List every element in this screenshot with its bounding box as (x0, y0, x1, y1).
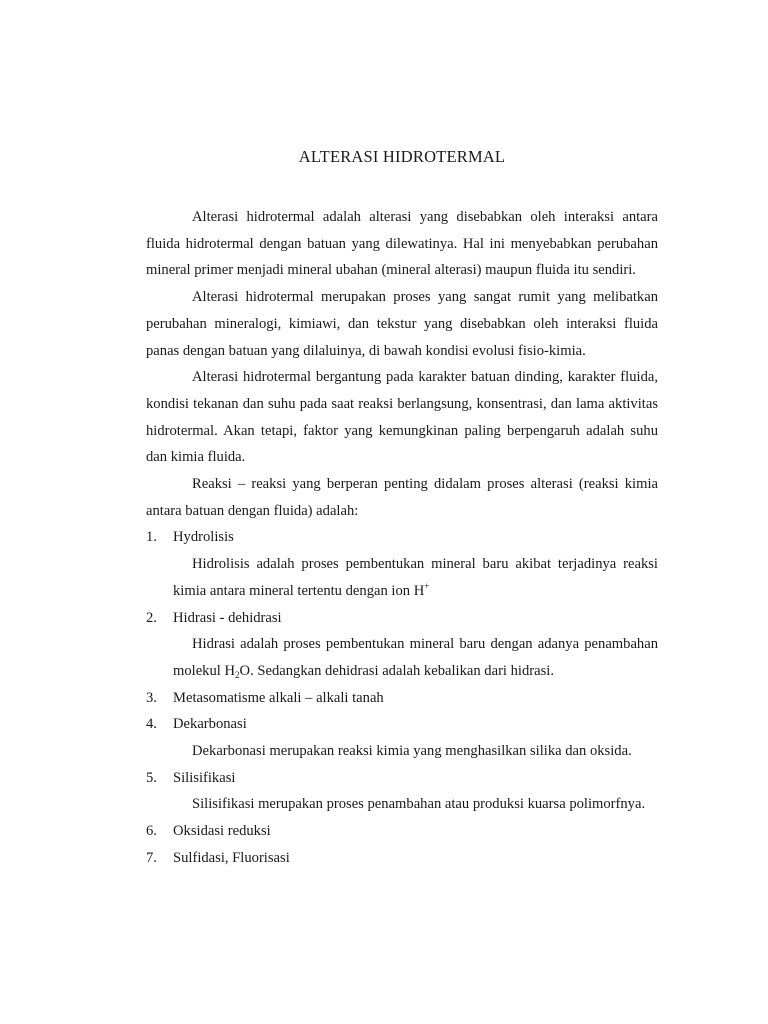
superscript: + (424, 580, 430, 591)
list-item-oksidasi-reduksi (146, 818, 658, 845)
list-item-title: Dekarbonasi (173, 716, 247, 733)
list-item-title: Sulfidasi, Fluorisasi (173, 849, 290, 866)
list-item-number: 4. (146, 716, 157, 733)
list-item-title: Metasomatisme alkali – alkali tanah (173, 689, 384, 706)
document-body (146, 204, 658, 872)
paragraph: Alterasi hidrotermal merupakan proses yang sangat rumit yang melibatkan perubahan mineralogi, kimiawi, dan tekstur yang disebabkan oleh interaksi fluida panas dengan batuan yang dilaluinya, di bawah kondisi evolusi fisio-kimia. (146, 289, 658, 359)
list-item-metasomatisme (146, 685, 658, 712)
list-item-title: Hidrasi - dehidrasi (173, 609, 282, 626)
paragraph: Reaksi – reaksi yang berperan penting didalam proses alterasi (reaksi kimia antara batuan dengan fluida) adalah: (146, 476, 658, 519)
description-text: O. Sedangkan dehidrasi adalah kebalikan dari hidrasi. (239, 662, 555, 679)
list-item-number: 1. (146, 529, 157, 546)
list-item-number: 5. (146, 769, 157, 786)
subscript: 2 (235, 669, 240, 680)
description-text: Hidrasi adalah proses pembentukan mineral baru dengan adanya penambahan molekul H (173, 636, 658, 679)
list-item-title: Hydrolisis (173, 529, 234, 546)
list-item-description: Dekarbonasi merupakan reaksi kimia yang menghasilkan silika dan oksida. (192, 743, 632, 760)
list-item-number: 3. (146, 689, 157, 706)
list-item-hidrasi (146, 605, 658, 632)
paragraph: Alterasi hidrotermal adalah alterasi yang disebabkan oleh interaksi antara fluida hidrotermal dengan batuan yang dilewatinya. Hal ini menyebabkan perubahan mineral primer menjadi mineral ubahan (mineral alterasi) maupun fluida itu sendiri. (146, 209, 658, 279)
list-item-title: Silisifikasi (173, 769, 236, 786)
list-item-hydrolisis (146, 524, 658, 551)
list-item-dekarbonasi (146, 711, 658, 738)
list-item-number: 2. (146, 609, 157, 626)
paragraph: Alterasi hidrotermal bergantung pada karakter batuan dinding, karakter fluida, kondisi tekanan dan suhu pada saat reaksi berlangsung, konsentrasi, dan lama aktivitas hidrotermal. Akan tetapi, faktor yang kemungkinan paling berpengaruh adalah suhu dan kimia fluida. (146, 369, 658, 466)
list-item-number: 7. (146, 849, 157, 866)
list-item-sulfidasi (146, 845, 658, 872)
list-item-description: Silisifikasi merupakan proses penambahan atau produksi kuarsa polimorfnya. (192, 796, 646, 813)
list-item-silisifikasi (146, 765, 658, 792)
description-text: Hidrolisis adalah proses pembentukan mineral baru akibat terjadinya reaksi kimia antara mineral tertentu dengan ion H (173, 556, 658, 599)
document-title: ALTERASI HIDROTERMAL (298, 147, 506, 166)
reaction-list (146, 524, 658, 871)
list-item-description (146, 631, 658, 684)
list-item-description (146, 551, 658, 604)
list-item-title: Oksidasi reduksi (173, 823, 271, 840)
list-item-number: 6. (146, 823, 157, 840)
